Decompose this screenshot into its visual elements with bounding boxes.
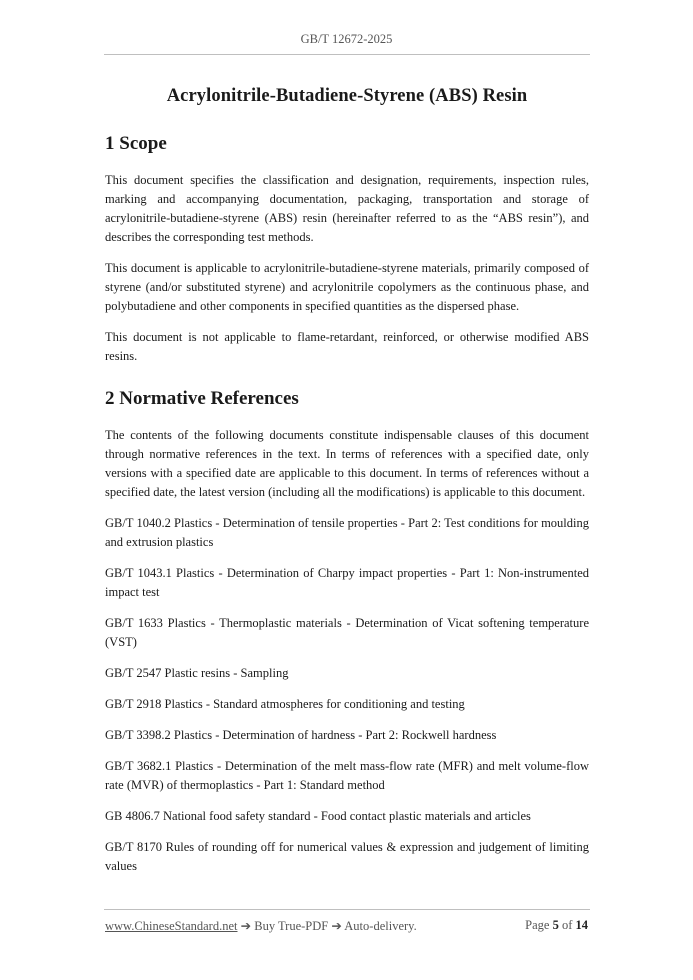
arrow-right-icon: ➔ (331, 919, 342, 933)
site-link[interactable]: www.ChineseStandard.net (105, 919, 238, 933)
reference-item: GB/T 1043.1 Plastics - Determination of Charpy impact properties - Part 1: Non-instrumented impact test (105, 566, 589, 599)
buy-pdf-text: Buy True-PDF (254, 919, 329, 933)
reference-item: GB/T 1633 Plastics - Thermoplastic materials - Determination of Vicat softening temperature (VST) (105, 616, 589, 649)
page-total: 14 (575, 918, 588, 932)
reference-item: GB 4806.7 National food safety standard - Food contact plastic materials and articles (105, 809, 531, 823)
document-title: Acrylonitrile-Butadiene-Styrene (ABS) Resin (166, 86, 528, 106)
reference-item: GB/T 1040.2 Plastics - Determination of tensile properties - Part 2: Test conditions for moulding and extrusion plastics (105, 516, 589, 549)
reference-item: GB/T 8170 Rules of rounding off for numerical values & expression and judgement of limiting values (105, 840, 589, 873)
section-heading-normative-references: 2 Normative References (105, 388, 299, 409)
references-intro-paragraph: The contents of the following documents constitute indispensable clauses of this document through normative references in the text. In terms of references with a specified date, only versions with a specified date are applicable to this document. In terms of references without a specified date, the latest version (including all the modifications) is applicable to this document. (105, 428, 589, 499)
scope-paragraph: This document is not applicable to flame-retardant, reinforced, or otherwise modified ABS resins. (105, 330, 589, 363)
reference-item: GB/T 3682.1 Plastics - Determination of the melt mass-flow rate (MFR) and melt volume-flow rate (MVR) of thermoplastics - Part 1: Standard method (105, 759, 589, 792)
reference-item: GB/T 3398.2 Plastics - Determination of hardness - Part 2: Rockwell hardness (105, 728, 497, 742)
page-label: Page (525, 918, 550, 932)
reference-item: GB/T 2547 Plastic resins - Sampling (105, 666, 289, 680)
reference-item: GB/T 2918 Plastics - Standard atmospheres for conditioning and testing (105, 697, 465, 711)
header-divider (104, 54, 590, 55)
page-header: GB/T 12672-2025 (300, 32, 393, 46)
footer-divider (104, 909, 590, 910)
section-heading-scope: 1 Scope (105, 133, 167, 154)
page-content (105, 86, 589, 888)
scope-paragraph: This document is applicable to acrylonitrile-butadiene-styrene materials, primarily composed of styrene (and/or substituted styrene) and acrylonitrile copolymers as the continuous phase, and polybutadiene and other components in specified quantities as the dispersed phase. (105, 261, 589, 313)
page-number (525, 918, 588, 933)
page-current: 5 (552, 918, 559, 932)
arrow-right-icon: ➔ (240, 919, 252, 933)
of-label: of (561, 918, 573, 932)
scope-paragraph: This document specifies the classification and designation, requirements, inspection rules, marking and accompanying documentation, packaging, transportation and storage of acrylonitrile-butadiene-styrene (ABS) resin (hereinafter referred to as the “ABS resin”), and describes the corresponding test methods. (105, 173, 589, 244)
auto-delivery-text: Auto-delivery. (344, 919, 417, 933)
footer-promo (105, 918, 417, 934)
